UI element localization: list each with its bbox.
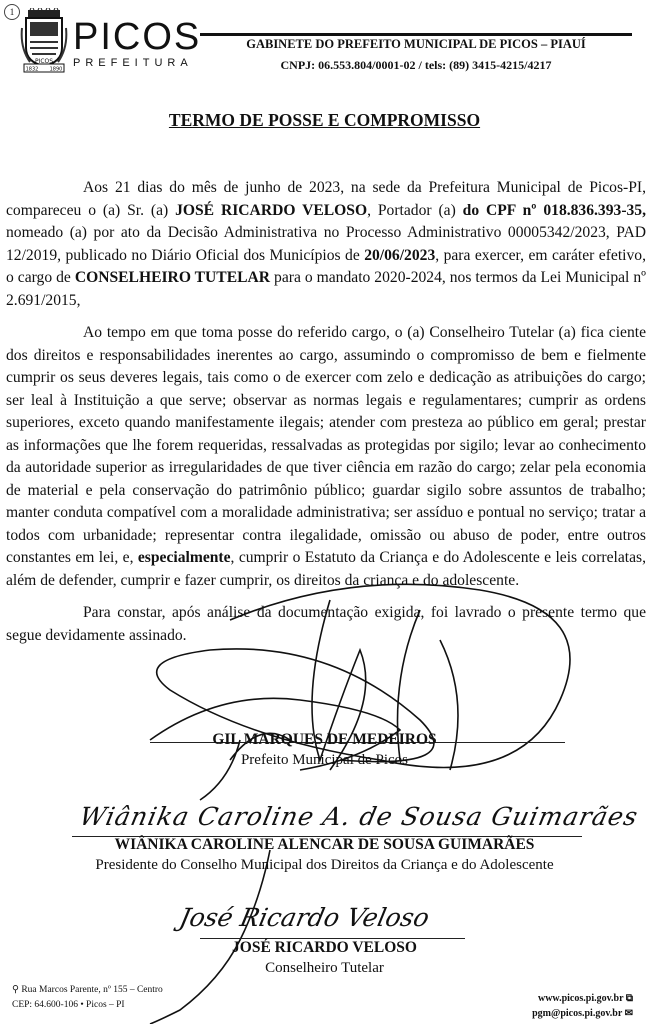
p1-text-1: Aos 21 dias do mês de junho de 2023, na sede da Prefeitura Municipal de Picos-PI, compareceu o (a) Sr. (a) <box>6 179 646 219</box>
signatory-name-2: WIÂNIKA CAROLINE ALENCAR DE SOUSA GUIMARÃES <box>114 836 535 853</box>
signatory-name-3: JOSÉ RICARDO VELOSO <box>232 939 417 956</box>
cnpj-contact: CNPJ: 06.553.804/0001-02 / tels: (89) 3415-4215/4217 <box>280 58 552 72</box>
signatory-name-1: GIL MARQUES DE MEDEIROS <box>212 731 437 748</box>
handwritten-signature-2: Wiânika Caroline A. de Sousa Guimarães <box>76 802 642 831</box>
p1-name: JOSÉ RICARDO VELOSO <box>175 201 368 219</box>
signatory-role-1: Prefeito Municipal de Picos <box>240 752 409 768</box>
footer-contacts <box>532 991 633 1021</box>
footer-cep: CEP: 64.600-106 • Picos – PI <box>12 1000 125 1010</box>
p2-text-2: , cumprir o Estatuto da Criança e do Adolescente e leis correlatas, além de defender, cumprir e fazer cumprir, os direitos da criança e do adolescente. <box>6 549 646 589</box>
p1-text-3: nomeado (a) por ato da Decisão Administrativa no Processo Administrativo 00005342/2023, PAD 12/2019, publicado no Diário Oficial dos Municípios de <box>6 224 646 264</box>
crest-year-left: 1832 <box>25 66 39 73</box>
p1-cpf: do CPF nº 018.836.393-35, <box>462 201 646 219</box>
p1-text-5: para o mandato 2020-2024, nos termos da Lei Municipal nº 2.691/2015, <box>6 269 647 309</box>
paragraph-3: Para constar, após análise da documentação exigida, foi lavrado o presente termo que segue devidamente assinado. <box>6 604 646 644</box>
footer-email[interactable]: pgm@picos.pi.gov.br <box>532 1008 623 1019</box>
document-title: TERMO DE POSSE E COMPROMISSO <box>168 110 481 130</box>
p1-date: 20/06/2023 <box>364 246 436 264</box>
signatory-role-2: Presidente do Conselho Municipal dos Direitos da Criança e do Adolescente <box>95 857 554 873</box>
footer-website[interactable]: www.picos.pi.gov.br <box>537 993 624 1004</box>
page-number: 1 <box>4 4 20 20</box>
wifi-icon: ⧉ <box>625 993 633 1004</box>
crest-year-right: 1890 <box>49 66 63 73</box>
p2-text-1: Ao tempo em que toma posse do referido cargo, o (a) Conselheiro Tutelar (a) fica ciente dos direitos e responsabilidades inerentes ao cargo, assumindo o compromisso de bem e fielmente cumprir os seus deveres legais, tais como o de exercer com zelo e dedicação as atribuições do cargo; ser leal à Instituição a que serve; observar as normas legais e regulamentares; cumprir as ordens superiores, exceto quando manifestamente ilegais; atender com presteza ao público em geral; prestar as informações que lhe forem requeridas, ressalvadas as protegidas por sigilo; levar ao conhecimento da autoridade superior as irregularidades de que tiver ciência em razão do cargo; zelar pela economia de material e pela conservação do patrimônio público; guardar sigilo sobre assuntos de trabalho; manter conduta compatível com a moralidade administrativa; ser assíduo e pontual no serviço; tratar a todos com urbanidade; representar contra ilegalidade, omissão ou abuso de poder, entre outros constantes em lei, e, <box>6 324 646 566</box>
p1-text-4: , para exercer, em caráter efetivo, o cargo de <box>6 246 646 286</box>
email-icon: ✉ <box>624 1008 633 1019</box>
p1-text-2: , Portador (a) <box>367 201 463 219</box>
footer-street: Rua Marcos Parente, nº 155 – Centro <box>21 985 163 995</box>
brand-name: PICOS <box>73 16 202 58</box>
brand-subtitle: PREFEITURA <box>73 57 193 69</box>
handwritten-signature-3: José Ricardo Veloso <box>176 903 432 932</box>
crest-text: PICOS <box>34 58 54 65</box>
office-name: GABINETE DO PREFEITO MUNICIPAL DE PICOS – PIAUÍ <box>246 37 586 51</box>
footer-address <box>12 983 163 1013</box>
location-pin-icon: ⚲ <box>12 985 19 995</box>
p1-cargo: CONSELHEIRO TUTELAR <box>74 269 271 286</box>
signatory-role-3: Conselheiro Tutelar <box>265 960 384 976</box>
p2-emphasis: especialmente <box>137 549 231 566</box>
